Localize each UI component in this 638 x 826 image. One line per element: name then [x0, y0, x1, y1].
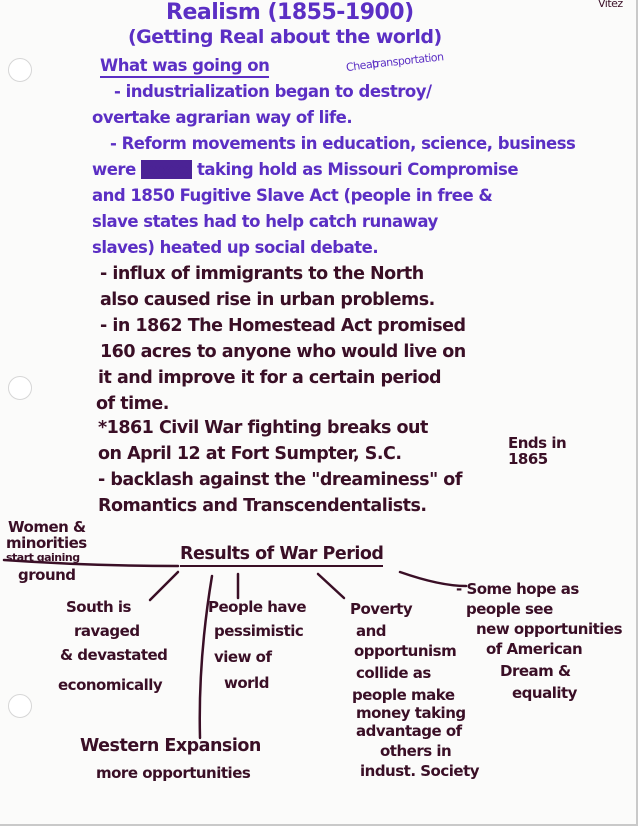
poverty-line: advantage of [356, 722, 462, 740]
poverty-line: opportunism [354, 642, 457, 660]
intro-line-with-strike [92, 162, 518, 179]
section-heading-what-was-going-on: What was going on [100, 58, 269, 78]
people-line: view of [214, 648, 272, 666]
poverty-line: Poverty [350, 600, 413, 618]
body-line: - influx of immigrants to the North [100, 264, 424, 284]
western-expansion-label: Western Expansion [80, 736, 261, 756]
hope-line: equality [512, 684, 577, 702]
intro-line: and 1850 Fugitive Slave Act (people in free & [92, 186, 493, 205]
intro-line: slave states had to help catch runaway [92, 212, 438, 231]
body-line: also caused rise in urban problems. [100, 290, 435, 310]
ends-in-note: Ends in [508, 434, 567, 452]
south-line: economically [58, 676, 163, 694]
western-expansion-note: more opportunities [96, 764, 251, 782]
results-heading: Results of War Period [180, 546, 383, 567]
people-line: pessimistic [214, 622, 304, 640]
south-line: ravaged [74, 622, 140, 640]
intro-line: overtake agrarian way of life. [92, 108, 353, 127]
poverty-line: others in [380, 742, 452, 760]
intro-line: - Reform movements in education, science, business [110, 134, 576, 153]
hope-line: - Some hope as [456, 580, 579, 598]
body-line: it and improve it for a certain period [98, 368, 442, 388]
south-line: South is [66, 598, 131, 616]
people-line: world [224, 674, 269, 692]
body-line: 160 acres to anyone who would live on [100, 342, 466, 362]
intro-line: taking hold as Missouri Compromise [196, 160, 519, 179]
hope-line: of American [486, 640, 583, 658]
hope-line: new opportunities [476, 620, 622, 638]
side-note-line: Women & [8, 518, 86, 536]
body-line: - backlash against the "dreaminess" of [98, 470, 462, 490]
corner-mark: Vitez [598, 0, 623, 10]
ends-in-year: 1865 [508, 450, 548, 468]
annotation-transportation: transportation [371, 50, 445, 71]
body-line: of time. [96, 394, 169, 414]
intro-word-were: were [92, 160, 136, 179]
poverty-line: indust. Society [360, 762, 480, 780]
poverty-line: money taking [356, 704, 466, 722]
body-line: on April 12 at Fort Sumpter, S.C. [98, 444, 402, 464]
poverty-line: collide as [356, 664, 431, 682]
intro-line: - industrialization began to destroy/ [114, 82, 432, 101]
side-note-line: start gaining [6, 551, 80, 564]
struck-out-word: xxxxx [141, 160, 192, 179]
intro-line: slaves) heated up social debate. [92, 238, 379, 257]
body-line: - in 1862 The Homestead Act promised [100, 316, 466, 336]
annotation-cheap: Cheap [345, 56, 380, 75]
people-line: People have [208, 598, 306, 616]
side-note-line: ground [18, 566, 76, 584]
hope-line: people see [466, 600, 553, 618]
page-subtitle: (Getting Real about the world) [128, 26, 442, 48]
page-title: Realism (1855-1900) [166, 0, 414, 25]
south-line: & devastated [60, 646, 168, 664]
side-note-line: minorities [6, 534, 87, 552]
body-line: Romantics and Transcendentalists. [98, 496, 427, 516]
body-line: *1861 Civil War fighting breaks out [98, 418, 428, 438]
poverty-line: and [356, 622, 387, 640]
hope-line: Dream & [500, 662, 571, 680]
poverty-line: people make [352, 686, 455, 704]
